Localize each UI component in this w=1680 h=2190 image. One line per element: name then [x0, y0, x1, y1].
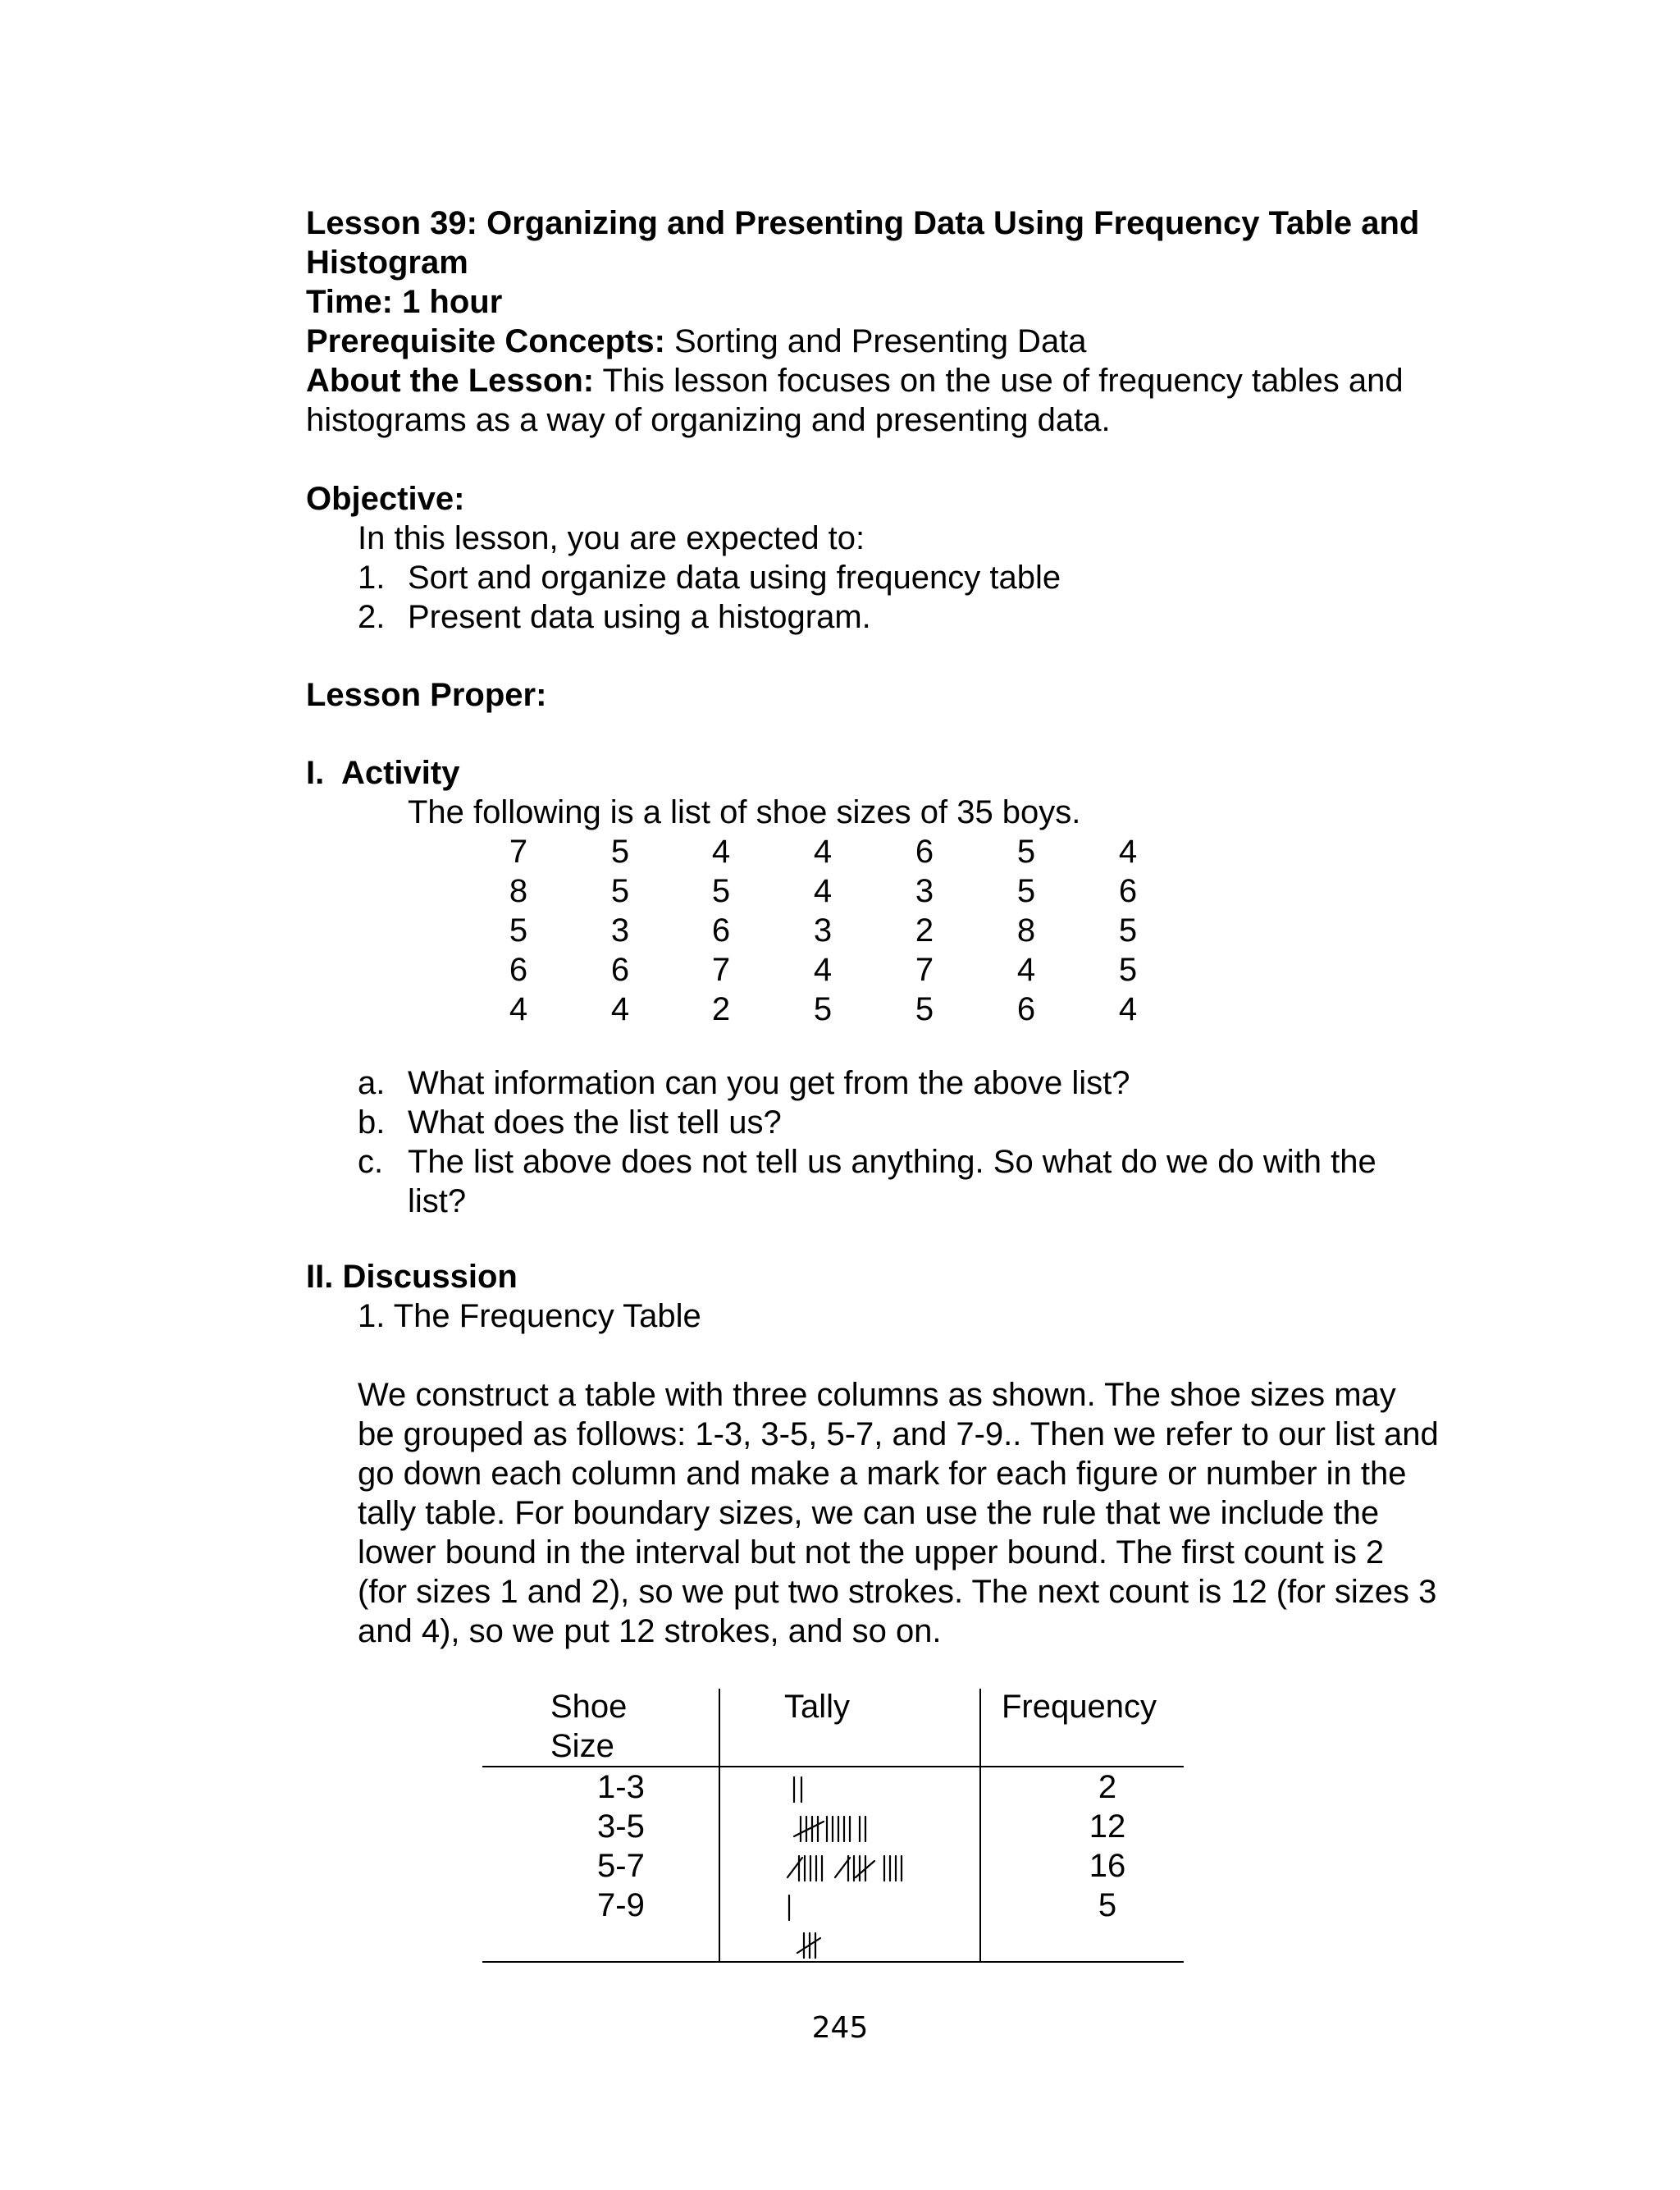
size-cell: 3-5	[597, 1808, 645, 1845]
bottom-rule	[482, 1961, 1184, 1963]
lesson-time: Time: 1 hour	[306, 284, 503, 320]
objective-item-1-num: 1.	[358, 560, 386, 596]
discussion-paragraph-line: and 4), so we put 12 strokes, and so on.	[358, 1613, 942, 1649]
about-label: About the Lesson:	[306, 363, 595, 399]
objective-item-1-text: Sort and organize data using frequency table	[408, 560, 1061, 596]
grid-cell: 4	[1118, 991, 1138, 1027]
prerequisite-label: Prerequisite Concepts:	[306, 323, 665, 359]
lesson-title-line2: Histogram	[306, 245, 468, 281]
question-b-text: What does the list tell us?	[408, 1104, 782, 1141]
header-shoe: Shoe	[550, 1689, 628, 1725]
question-a-letter: a.	[358, 1065, 386, 1101]
tally-row-4-5-strokes	[789, 1895, 820, 1958]
grid-cell: 3	[813, 912, 833, 949]
grid-cell: 4	[1016, 952, 1036, 988]
activity-intro: The following is a list of shoe sizes of 35 boys.	[408, 794, 1081, 830]
question-b-letter: b.	[358, 1104, 386, 1141]
grid-cell: 2	[915, 912, 934, 949]
grid-cell: 4	[813, 834, 833, 870]
size-cell: 7-9	[597, 1887, 645, 1923]
lesson-title-line1: Lesson 39: Organizing and Presenting Data Using Frequency Table and	[306, 205, 1420, 241]
grid-cell: 4	[813, 952, 833, 988]
question-c-letter: c.	[358, 1144, 384, 1180]
frequency-cell: 12	[1089, 1808, 1126, 1845]
grid-cell: 3	[915, 873, 934, 909]
grid-cell: 6	[915, 834, 934, 870]
discussion-paragraph-line: be grouped as follows: 1-3, 3-5, 5-7, and 7-9.. Then we refer to our list and	[358, 1416, 1439, 1452]
page-number: 245	[811, 2011, 869, 2045]
grid-cell: 6	[1118, 873, 1138, 909]
activity-heading: I. Activity	[306, 755, 460, 791]
tally-row-2-12-strokes	[794, 1817, 865, 1841]
grid-cell: 5	[1016, 873, 1036, 909]
grid-cell: 5	[915, 991, 934, 1027]
grid-cell: 7	[509, 834, 528, 870]
objective-heading: Objective:	[306, 481, 465, 517]
grid-cell: 2	[711, 991, 731, 1027]
header-size: Size	[550, 1728, 614, 1764]
grid-cell: 5	[610, 834, 630, 870]
grid-cell: 5	[711, 873, 731, 909]
question-c-text-line2: list?	[408, 1183, 467, 1219]
grid-cell: 4	[711, 834, 731, 870]
frequency-cell: 5	[1098, 1887, 1117, 1923]
about-value-line2: histograms as a way of organizing and presenting data.	[306, 402, 1111, 438]
grid-cell: 5	[1118, 912, 1138, 949]
grid-cell: 5	[610, 873, 630, 909]
header-frequency: Frequency	[1002, 1689, 1157, 1725]
grid-cell: 6	[711, 912, 731, 949]
size-cell: 1-3	[597, 1769, 645, 1805]
discussion-paragraph-line: We construct a table with three columns as shown. The shoe sizes may	[358, 1377, 1396, 1413]
question-c-text: The list above does not tell us anything. So what do we do with the	[408, 1144, 1376, 1180]
objective-item-2-num: 2.	[358, 599, 386, 635]
header-tally: Tally	[784, 1689, 851, 1725]
discussion-paragraph-line: go down each column and make a mark for each figure or number in the	[358, 1456, 1407, 1492]
column-divider-2	[979, 1689, 981, 1963]
discussion-subheading: 1. The Frequency Table	[358, 1298, 701, 1334]
grid-cell: 5	[813, 991, 833, 1027]
grid-cell: 5	[1016, 834, 1036, 870]
tally-row-1-2-strokes	[794, 1777, 801, 1802]
lesson-proper-heading: Lesson Proper:	[306, 677, 547, 713]
discussion-paragraph-line: (for sizes 1 and 2), so we put two strokes. The next count is 12 (for sizes 3	[358, 1574, 1437, 1610]
tally-row-3-16-strokes	[788, 1856, 902, 1881]
objective-item-2-text: Present data using a histogram.	[408, 599, 871, 635]
about-value: This lesson focuses on the use of frequency tables and	[594, 363, 1404, 399]
objective-intro: In this lesson, you are expected to:	[358, 520, 865, 556]
grid-cell: 4	[813, 873, 833, 909]
grid-cell: 6	[610, 952, 630, 988]
frequency-cell: 2	[1098, 1769, 1117, 1805]
grid-cell: 5	[1118, 952, 1138, 988]
discussion-heading: II. Discussion	[306, 1259, 518, 1295]
question-a-text: What information can you get from the above list?	[408, 1065, 1130, 1101]
grid-cell: 7	[915, 952, 934, 988]
prerequisite-line	[306, 322, 1087, 361]
grid-cell: 6	[1016, 991, 1036, 1027]
size-cell: 5-7	[597, 1848, 645, 1884]
grid-cell: 3	[610, 912, 630, 949]
grid-cell: 4	[610, 991, 630, 1027]
grid-cell: 5	[509, 912, 528, 949]
grid-cell: 4	[509, 991, 528, 1027]
discussion-paragraph-line: tally table. For boundary sizes, we can use the rule that we include the	[358, 1495, 1380, 1531]
grid-cell: 7	[711, 952, 731, 988]
grid-cell: 8	[509, 873, 528, 909]
grid-cell: 6	[509, 952, 528, 988]
discussion-paragraph-line: lower bound in the interval but not the upper bound. The first count is 2	[358, 1534, 1385, 1570]
tally-marks	[719, 1766, 979, 1961]
grid-cell: 4	[1118, 834, 1138, 870]
about-line	[306, 361, 1404, 400]
prerequisite-value: Sorting and Presenting Data	[664, 323, 1087, 359]
frequency-cell: 16	[1089, 1848, 1126, 1884]
grid-cell: 8	[1016, 912, 1036, 949]
